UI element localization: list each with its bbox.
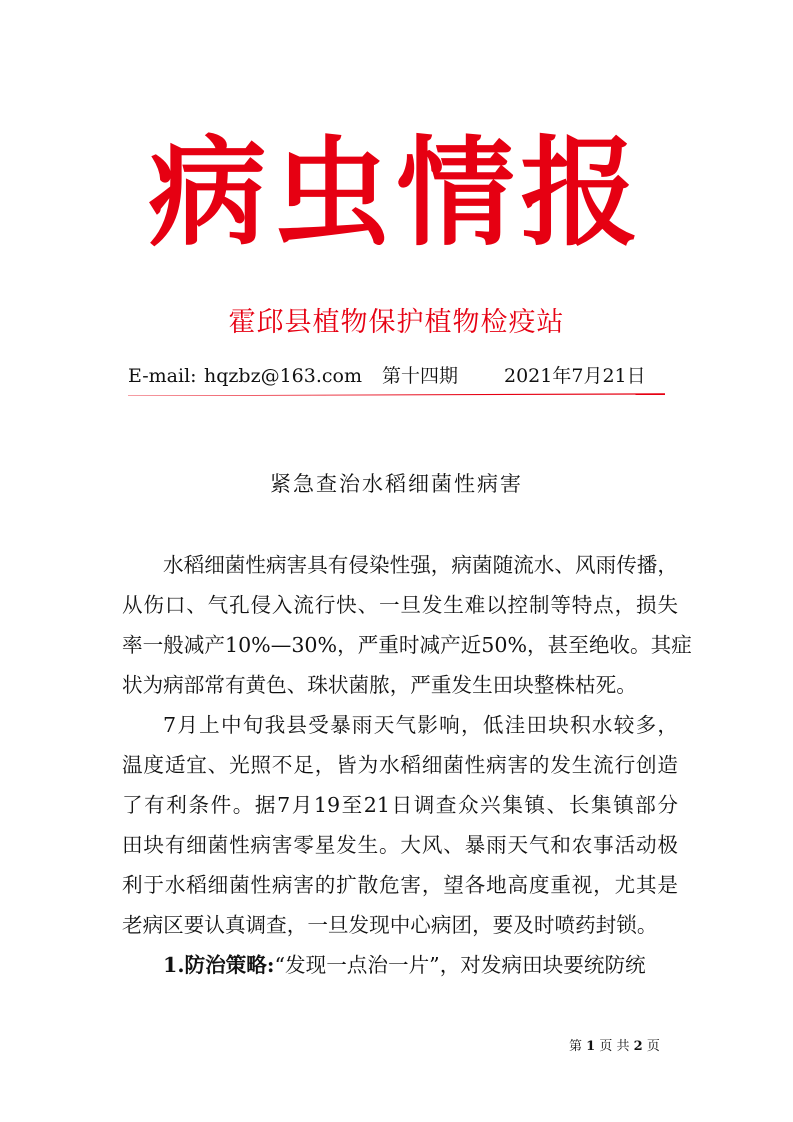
text-line: 从伤口、气孔侵入流行快、一旦发生难以控制等特点，损失	[122, 593, 678, 617]
footer-suffix: 页	[646, 1039, 660, 1054]
text-line: 田块有细菌性病害零星发生。大风、暴雨天气和农事活动极	[122, 833, 678, 857]
section-1-text: “发现一点治一片”，对发病田块要统防统	[274, 953, 646, 977]
text-line: 老病区要认真调查，一旦发现中心病团，要及时喷药封锁。	[122, 913, 658, 937]
text-line: 温度适宜、光照不足，皆为水稻细菌性病害的发生流行创造	[122, 753, 678, 777]
text-line: 利于水稻细菌性病害的扩散危害，望各地高度重视，尤其是	[122, 873, 678, 897]
footer-page-number: 1	[586, 1039, 596, 1054]
article-title: 紧急查治水稻细菌性病害	[270, 472, 523, 496]
email-value: hqzbz@163.com	[204, 365, 362, 387]
text-line: 水稻细菌性病害具有侵染性强，病菌随流水、风雨传播，	[163, 553, 678, 577]
footer-prefix: 第	[569, 1039, 583, 1054]
header-divider	[128, 393, 665, 396]
info-row	[128, 360, 668, 392]
text-line: 了有利条件。据7月19至21日调查众兴集镇、长集镇部分	[122, 793, 678, 817]
masthead-title: 病虫情报	[148, 123, 645, 262]
text-line: 状为病部常有黄色、珠状菌脓，严重发生田块整株枯死。	[122, 673, 637, 697]
email-label: E-mail:	[128, 365, 197, 387]
footer-total-pages: 2	[633, 1039, 643, 1054]
issue-date: 2021年7月21日	[504, 365, 646, 387]
text-line: 率一般减产10%—30%，严重时减产近50%，甚至绝收。其症	[122, 633, 692, 657]
text-line: 7月上中旬我县受暴雨天气影响，低洼田块积水较多，	[163, 713, 678, 737]
organization-name: 霍邱县植物保护植物检疫站	[228, 307, 565, 338]
section-1-heading: 1.防治策略:	[163, 953, 275, 977]
page-footer	[569, 1038, 660, 1056]
footer-middle: 页 共	[599, 1039, 630, 1054]
section-1-line	[163, 945, 678, 985]
issue-number: 第十四期	[382, 365, 459, 387]
